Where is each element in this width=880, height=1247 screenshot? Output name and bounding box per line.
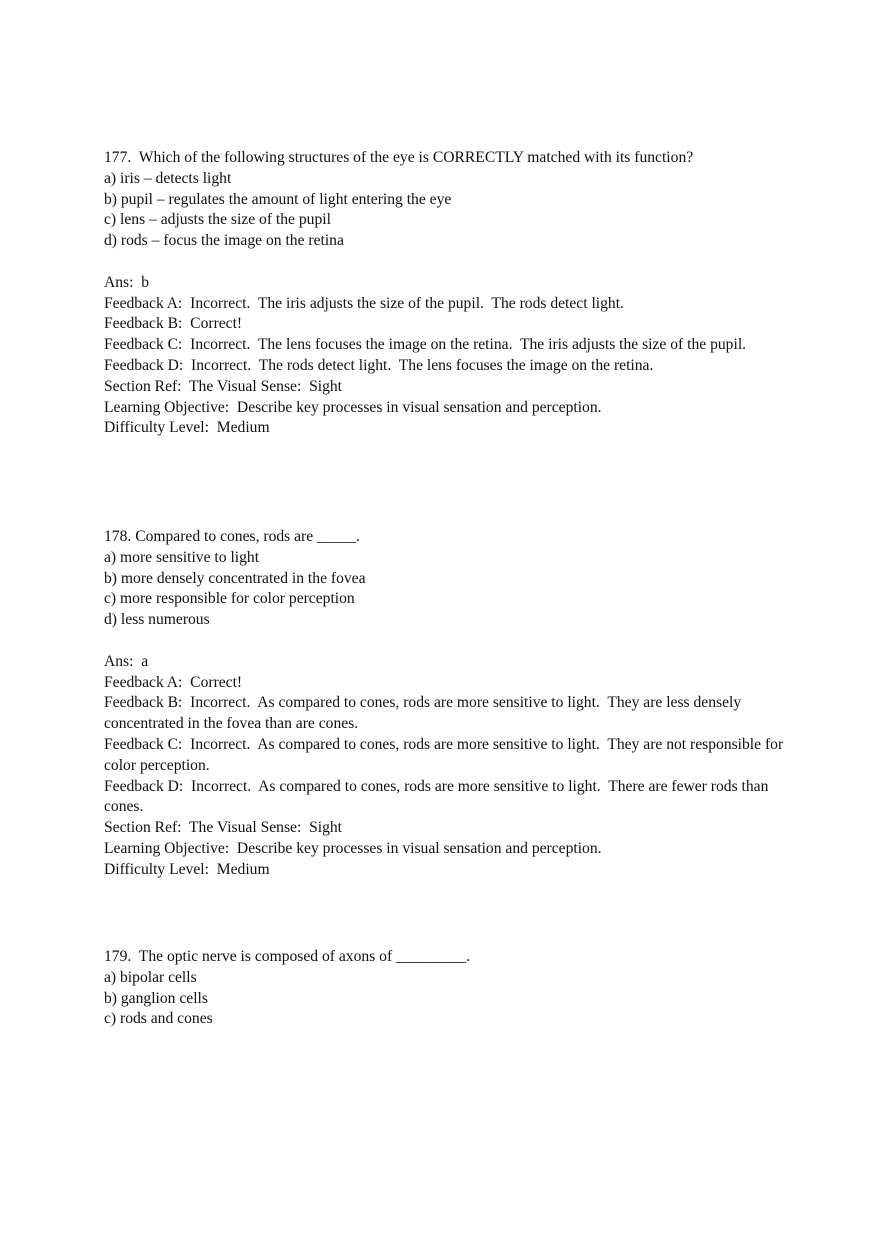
question-177 (104, 148, 784, 439)
spacer (104, 252, 784, 273)
answer-key: Ans: a (104, 652, 149, 670)
feedback-d: Feedback D: Incorrect. As compared to cones, rods are more sensitive to light. There are fewer rods than cones. (104, 777, 773, 816)
feedback-d: Feedback D: Incorrect. The rods detect light. The lens focuses the image on the retina. (104, 356, 654, 374)
feedback-b: Feedback B: Incorrect. As compared to cones, rods are more sensitive to light. They are less densely concentrated in the fovea than are cones. (104, 694, 746, 733)
learning-objective: Learning Objective: Describe key processes in visual sensation and perception. (104, 398, 602, 416)
question-178 (104, 527, 788, 881)
answer-option-c: c) more responsible for color perception (104, 590, 355, 608)
question-stem: 178. Compared to cones, rods are _____. (104, 528, 360, 545)
section-ref: Section Ref: The Visual Sense: Sight (104, 819, 343, 837)
difficulty-level: Difficulty Level: Medium (104, 419, 270, 437)
spacer (104, 631, 784, 652)
answer-option-a: a) iris – detects light (104, 169, 232, 187)
section-ref: Section Ref: The Visual Sense: Sight (104, 377, 343, 395)
answer-key: Ans: b (104, 273, 150, 291)
question-stem: 177. Which of the following structures of the eye is CORRECTLY matched with its function? (104, 149, 694, 166)
answer-option-a: a) bipolar cells (104, 968, 197, 986)
question-179 (104, 947, 784, 1030)
answer-option-b: b) pupil – regulates the amount of light entering the eye (104, 190, 452, 208)
difficulty-level: Difficulty Level: Medium (104, 860, 270, 878)
feedback-a: Feedback A: Correct! (104, 673, 243, 691)
answer-option-c: c) rods and cones (104, 1010, 213, 1028)
feedback-c: Feedback C: Incorrect. The lens focuses the image on the retina. The iris adjusts the size of the pupil. (104, 336, 747, 354)
question-stem: 179. The optic nerve is composed of axons of _________. (104, 948, 471, 965)
answer-option-d: d) less numerous (104, 611, 210, 629)
learning-objective: Learning Objective: Describe key processes in visual sensation and perception. (104, 839, 602, 857)
answer-option-b: b) more densely concentrated in the fovea (104, 569, 366, 587)
feedback-c: Feedback C: Incorrect. As compared to cones, rods are more sensitive to light. They are not responsible for color perception. (104, 735, 788, 774)
answer-option-c: c) lens – adjusts the size of the pupil (104, 211, 331, 229)
feedback-a: Feedback A: Incorrect. The iris adjusts the size of the pupil. The rods detect light. (104, 294, 624, 312)
feedback-b: Feedback B: Correct! (104, 315, 243, 333)
answer-option-a: a) more sensitive to light (104, 548, 260, 566)
answer-option-d: d) rods – focus the image on the retina (104, 232, 344, 250)
answer-option-b: b) ganglion cells (104, 989, 208, 1007)
